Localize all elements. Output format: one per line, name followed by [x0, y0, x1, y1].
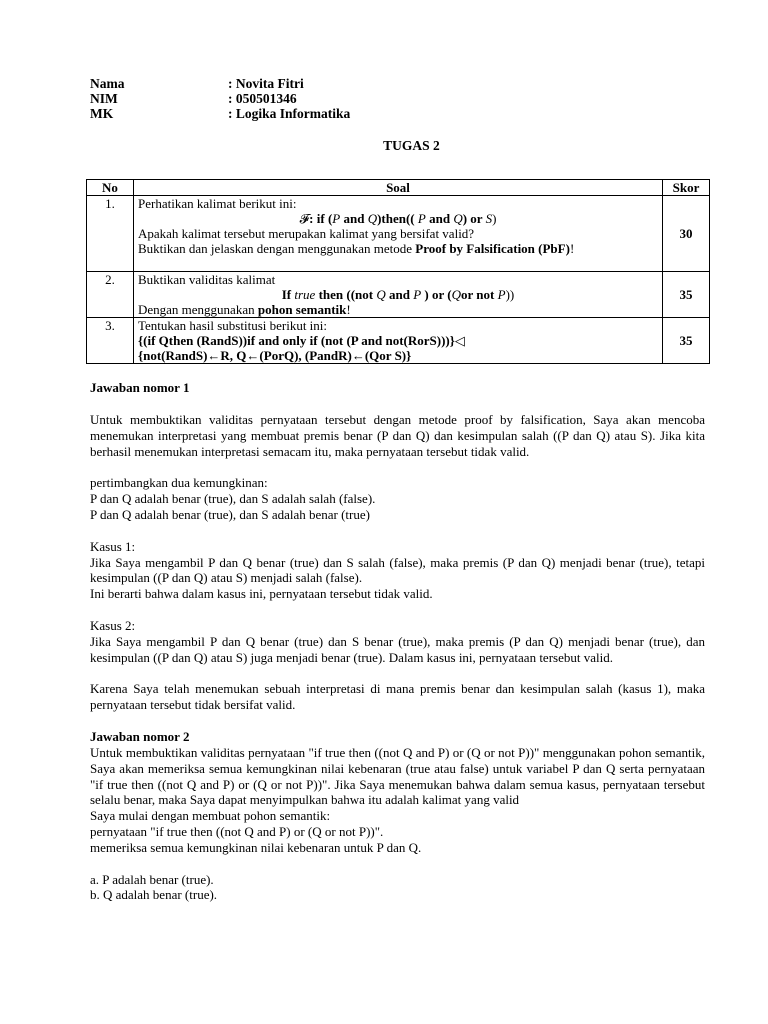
text-part: !: [346, 302, 351, 317]
formula-var: P: [332, 211, 341, 226]
header-value: : Novita Fitri: [228, 76, 304, 91]
col-no-header: No: [87, 180, 134, 196]
formula-var: P: [497, 287, 506, 302]
question-line: [138, 302, 658, 317]
question-cell: [134, 318, 663, 364]
formula-part: ) or: [462, 211, 486, 226]
answer1-paragraph: Untuk membuktikan validitas pernyataan tersebut dengan metode proof by falsification, Saya akan mencoba menemukan interpretasi yang membuat premis benar (P dan Q) dan kesimpulan salah ((P dan Q) atau S). Jika kita berhasil menemukan interpretasi semacam itu, maka pernyataan tersebut tidak valid.: [90, 412, 705, 459]
answer2-heading: Jawaban nomor 2: [90, 728, 190, 744]
case1-title: Kasus 1:: [90, 538, 136, 554]
formula-var: Q: [453, 211, 463, 226]
question-line: Perhatikan kalimat berikut ini:: [138, 196, 297, 211]
row-number: 3.: [87, 318, 134, 364]
header-label: NIM: [90, 91, 118, 106]
page-title: TUGAS 2: [383, 138, 440, 153]
table-row: [87, 196, 710, 272]
header-value: : 050501346: [228, 91, 297, 106]
question-cell: [134, 272, 663, 318]
header-row-mk: [90, 106, 705, 121]
formula-line: [138, 287, 658, 302]
formula-part: )then((: [377, 211, 418, 226]
text-part: Buktikan dan jelaskan dengan menggunakan metode: [138, 241, 416, 256]
answer2-item: b. Q adalah benar (true).: [90, 887, 218, 903]
formula-part: or not: [461, 287, 498, 302]
formula-part: and: [385, 287, 414, 302]
score-cell: 30: [663, 196, 710, 272]
formula-var: Q: [376, 287, 386, 302]
formula-symbol: 𝓕: [299, 211, 310, 226]
answer1-final: Karena Saya telah menemukan sebuah interpretasi di mana premis benar dan kesimpulan salah (kasus 1), maka pernyataan tersebut tidak bersifat valid.: [90, 681, 705, 713]
formula-part: ): [492, 211, 497, 226]
question-line: [138, 241, 658, 256]
table-row: [87, 272, 710, 318]
answer1-line: pertimbangkan dua kemungkinan:: [90, 475, 268, 491]
table-header-row: [87, 180, 710, 196]
answer2-line: memeriksa semua kemungkinan nilai kebenaran untuk P dan Q.: [90, 839, 422, 855]
table-row: [87, 318, 710, 364]
formula-part: )): [505, 287, 515, 302]
formula-var: Q: [451, 287, 462, 302]
question-line: Tentukan hasil substitusi berikut ini:: [138, 318, 328, 333]
formula-part: and: [425, 211, 454, 226]
formula-var: P: [417, 211, 426, 226]
question-line: Buktikan validitas kalimat: [138, 272, 276, 287]
question-cell: [134, 196, 663, 272]
score-cell: 35: [663, 318, 710, 364]
score-cell: 35: [663, 272, 710, 318]
text-part: !: [569, 241, 575, 256]
formula-part: and: [340, 211, 368, 226]
col-soal-header: Soal: [134, 180, 663, 196]
header-label: MK: [90, 106, 114, 121]
formula-var: S: [485, 211, 493, 226]
header-row-nim: [90, 91, 705, 106]
method-name: Proof by Falsification (PbF): [415, 241, 570, 256]
col-skor-header: Skor: [663, 180, 710, 196]
text-part: Dengan menggunakan: [138, 302, 258, 317]
answer1-line: P dan Q adalah benar (true), dan S adalah benar (true): [90, 506, 370, 522]
header-value: : Logika Informatika: [228, 106, 351, 121]
case1-text: Jika Saya mengambil P dan Q benar (true) dan S salah (false), maka premis (P dan Q) menjadi benar (true), tetapi kesimpulan ((P dan Q) atau S) menjadi salah (false).: [90, 554, 705, 586]
answer2-item: a. P adalah benar (true).: [90, 871, 214, 887]
formula-line: {(if Qthen (RandS))if and only if (not (P and not(RorS)))}◁: [138, 333, 465, 348]
question-table: [86, 179, 710, 364]
formula-part: : if (: [309, 211, 333, 226]
answer2-line: pernyataan "if true then ((not Q and P) or (Q or not P))".: [90, 823, 384, 839]
case2-text: Jika Saya mengambil P dan Q benar (true) dan S benar (true), maka premis (P dan Q) menjadi benar (true), dan kesimpulan ((P dan Q) atau S) juga menjadi benar (true). Dalam kasus ini, pernyataan tersebut valid.: [90, 633, 705, 665]
answer2-paragraph: Untuk membuktikan validitas pernyataan "if true then ((not Q and P) or (Q or not P))" menggunakan pohon semantik, Saya akan memeriksa semua kemungkinan nilai kebenaran (true atau false) untuk variabel P dan Q serta pernyataan "if true then ((not Q and P) or (Q or not P))". Jika Saya menemukan bahwa dalam semua kasus, pernyataan tersebut selalu benar, maka Saya dapat menyimpulkan bahwa itu adalah kalimat yang valid: [90, 744, 705, 808]
answer1-heading: Jawaban nomor 1: [90, 380, 190, 395]
case1-conclusion: Ini berarti bahwa dalam kasus ini, pernyataan tersebut tidak valid.: [90, 586, 433, 602]
formula-line: {not(RandS)←R, Q←(PorQ), (PandR)←(Qor S)}: [138, 348, 412, 363]
header-row-nama: [90, 76, 705, 91]
row-number: 2.: [87, 272, 134, 318]
formula-var: P: [413, 287, 422, 302]
document-page: [90, 76, 705, 903]
formula-line: [138, 211, 658, 226]
header-label: Nama: [90, 76, 125, 91]
answer1-line: P dan Q adalah benar (true), dan S adalah salah (false).: [90, 491, 376, 507]
formula-var: true: [294, 287, 316, 302]
formula-var: Q: [367, 211, 378, 226]
answer2-line: Saya mulai dengan membuat pohon semantik:: [90, 808, 331, 824]
case2-title: Kasus 2:: [90, 617, 136, 633]
method-name: pohon semantik: [257, 302, 347, 317]
formula-part: ) or (: [421, 287, 452, 302]
formula-part: If: [281, 287, 295, 302]
formula-part: then ((not: [315, 287, 377, 302]
row-number: 1.: [87, 196, 134, 272]
question-line: Apakah kalimat tersebut merupakan kalimat yang bersifat valid?: [138, 226, 475, 241]
